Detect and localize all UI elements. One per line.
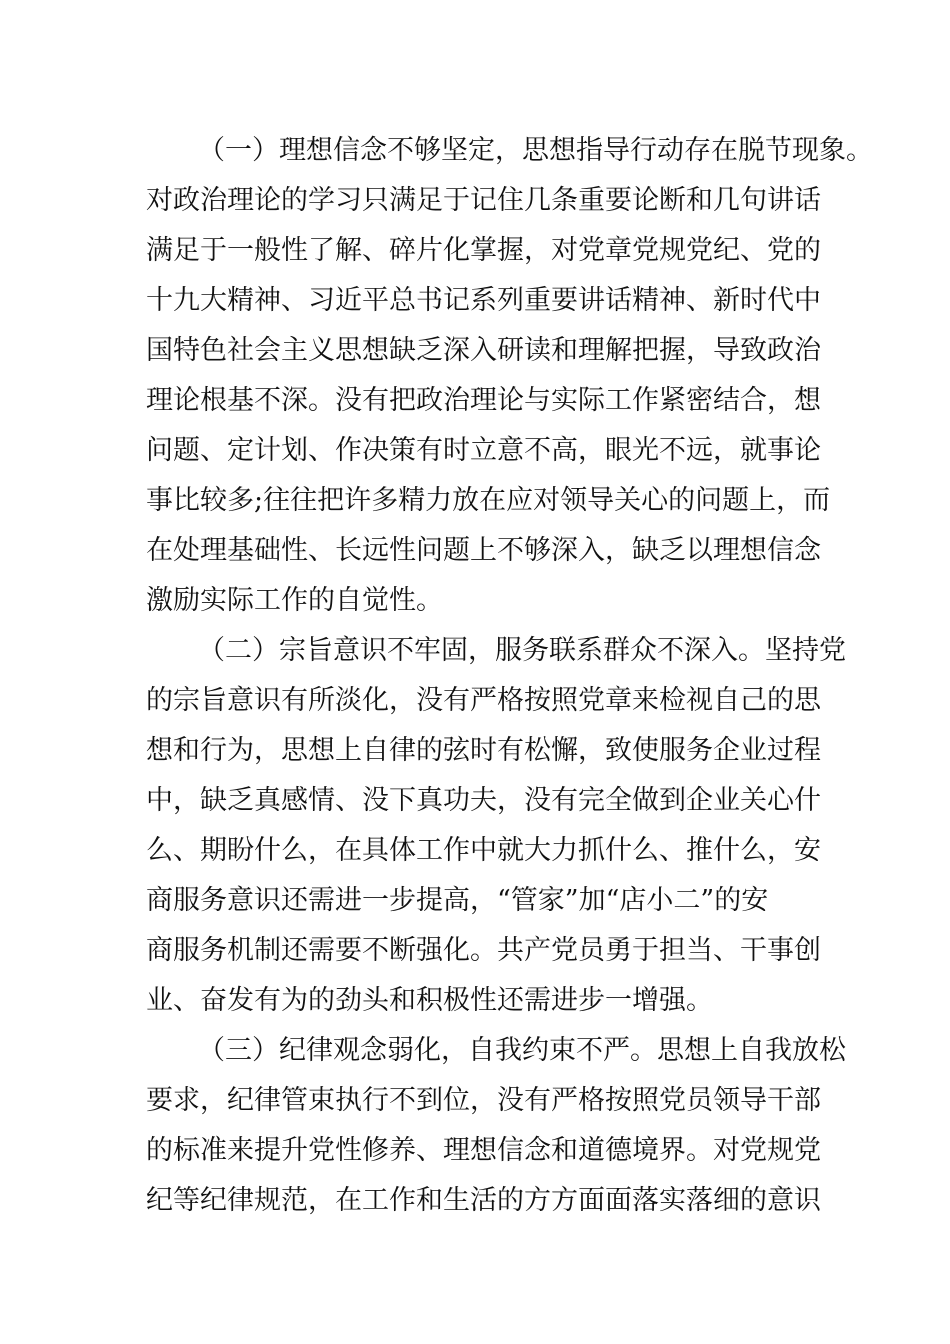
text-line: 的宗旨意识有所淡化，没有严格按照党章来检视自己的思 xyxy=(146,685,821,716)
text-line: 的标准来提升党性修养、理想信念和道德境界。对党规党 xyxy=(146,1135,821,1166)
text-line: 十九大精神、习近平总书记系列重要讲话精神、新时代中 xyxy=(146,285,821,316)
text-line: 问题、定计划、作决策有时立意不高，眼光不远，就事论 xyxy=(146,435,821,466)
text-line: 商服务意识还需进一步提高，“管家”加“店小二”的安 xyxy=(146,885,769,916)
text-line: （二）宗旨意识不牢固，服务联系群众不深入。坚持党 xyxy=(198,635,846,666)
text-line: 想和行为，思想上自律的弦时有松懈，致使服务企业过程 xyxy=(146,735,821,766)
text-line: 么、期盼什么，在具体工作中就大力抓什么、推什么，安 xyxy=(146,835,821,866)
text-line: 理论根基不深。没有把政治理论与实际工作紧密结合，想 xyxy=(146,385,821,416)
text-line: （三）纪律观念弱化，自我约束不严。思想上自我放松 xyxy=(198,1035,846,1066)
text-line: 激励实际工作的自觉性。 xyxy=(146,585,443,616)
text-line: （一）理想信念不够坚定，思想指导行动存在脱节现象。 xyxy=(198,135,873,166)
text-line: 在处理基础性、长远性问题上不够深入，缺乏以理想信念 xyxy=(146,535,821,566)
text-line: 国特色社会主义思想缺乏深入研读和理解把握，导致政治 xyxy=(146,335,821,366)
text-line: 商服务机制还需要不断强化。共产党员勇于担当、干事创 xyxy=(146,935,821,966)
text-line: 纪等纪律规范，在工作和生活的方方面面落实落细的意识 xyxy=(146,1185,821,1216)
text-line: 中，缺乏真感情、没下真功夫，没有完全做到企业关心什 xyxy=(146,785,821,816)
text-line: 事比较多;往往把许多精力放在应对领导关心的问题上，而 xyxy=(146,485,831,516)
text-line: 对政治理论的学习只满足于记住几条重要论断和几句讲话 xyxy=(146,185,821,216)
text-line: 业、奋发有为的劲头和积极性还需进步一增强。 xyxy=(146,985,713,1016)
document-body xyxy=(146,126,873,1226)
text-line: 要求，纪律管束执行不到位，没有严格按照党员领导干部 xyxy=(146,1085,821,1116)
text-line: 满足于一般性了解、碎片化掌握，对党章党规党纪、党的 xyxy=(146,235,821,266)
